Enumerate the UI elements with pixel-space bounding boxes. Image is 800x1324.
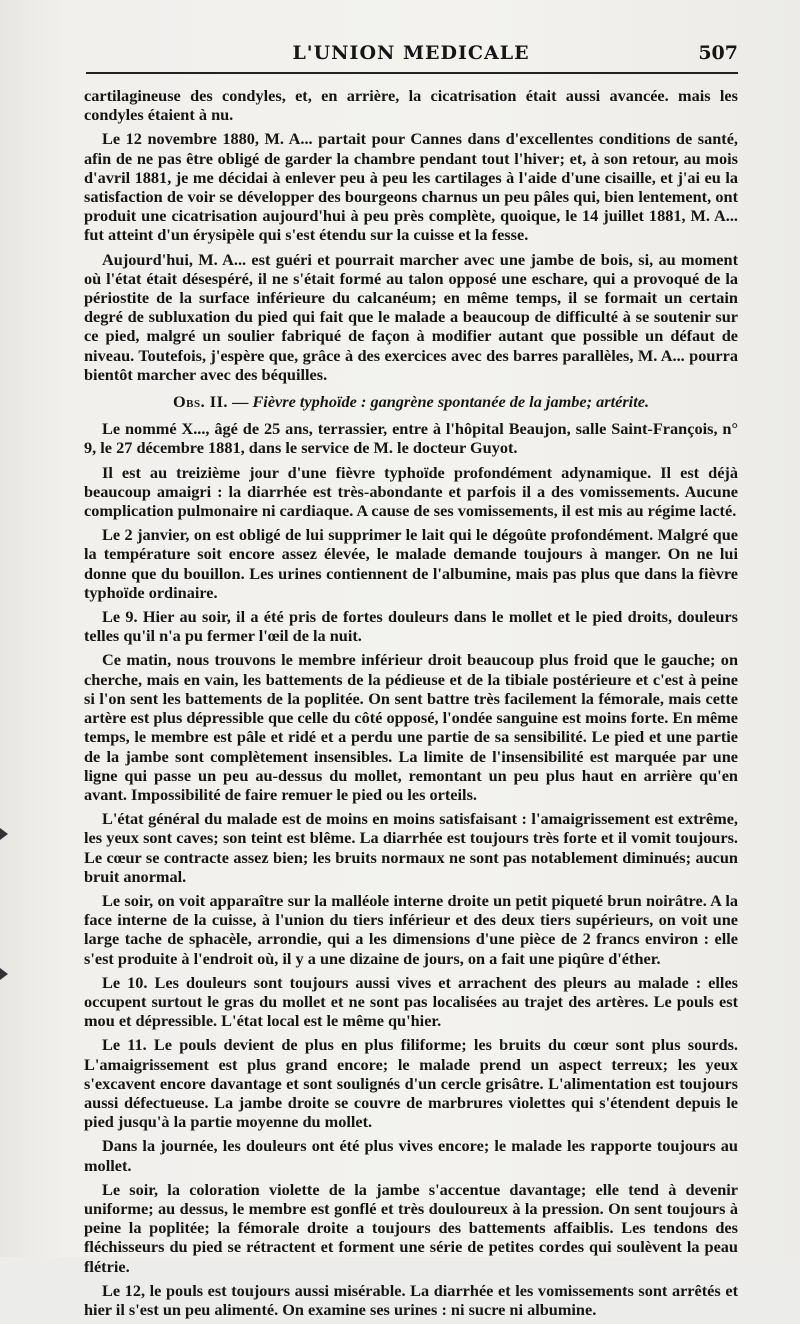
paragraph: Ce matin, nous trouvons le membre inférieur droit beaucoup plus froid que le gauche; on cherche, mais en vain, les battements de la pédieuse et de la tibiale postérieure et c'est à peine si l'on sent les battements de la poplitée. On sent battre très facilement la fémorale, mais cette artère est plus dépressible que celle du côté opposé, l'ondée sanguine est moins forte. En même temps, le membre est pâle et ridé et a perdu une partie de sa sensibilité. Le pied et une partie de la jambe sont complètement insensibles. La limite de l'insensibilité est marquée par une ligne qui passe un peu au-dessus du mollet, remontant un peu plus haut en arrière qu'en avant. Impossibilité de faire remuer le pied ou les orteils.: [84, 650, 738, 804]
paragraph: Le 11. Le pouls devient de plus en plus filiforme; les bruits du cœur sont plus sourds. L'amaigrissement est plus grand encore; le malade prend un aspect terreux; les yeux s'excavent encore davantage et sont soulignés d'un cercle grisâtre. L'alimentation est toujours aussi défectueuse. La jambe droite se couvre de marbrures violettes qui s'étendent depuis le pied jusqu'à la partie moyenne du mollet.: [84, 1035, 738, 1132]
observation-title: Fièvre typhoïde : gangrène spontanée de la jambe; artérite.: [252, 392, 650, 412]
margin-arrow-icon: [0, 968, 8, 980]
paragraph: Le 9. Hier au soir, il a été pris de fortes douleurs dans le mollet et le pied droits, douleurs telles qu'il n'a pu fermer l'œil de la nuit.: [84, 607, 738, 646]
paragraph: Le 12, le pouls est toujours aussi misérable. La diarrhée et les vomissements sont arrêtés et hier il s'est un peu alimenté. On examine ses urines : ni sucre ni albumine.: [84, 1280, 738, 1319]
paragraph: Le 10. Les douleurs sont toujours aussi vives et arrachent des pleurs au malade : elles occupent surtout le gras du mollet et ne sont pas localisées au trajet des artères. Le pouls est mou et dépressible. L'état local est le même qu'hier.: [84, 972, 738, 1031]
page-number: 507: [698, 42, 738, 64]
paragraph: Il est au treizième jour d'une fièvre typhoïde profondément adynamique. Il est déjà beaucoup amaigri : la diarrhée est très-abondante et parfois il a des vomissements. Aucune complication pulmonaire ni cardiaque. A cause de ses vomissements, il est mis au régime lacté.: [84, 462, 738, 521]
body-text: [84, 86, 738, 1324]
paragraph: cartilagineuse des condyles, et, en arrière, la cicatrisation était aussi avancée. mais les condyles étaient à nu.: [84, 86, 738, 125]
paragraph: Le 12 novembre 1880, M. A... partait pour Cannes dans d'excellentes conditions de santé, afin de ne pas être obligé de garder la chambre pendant tout l'hiver; et, à son retour, au mois d'avril 1881, je me décidai à enlever peu à peu les cartilages à l'aide d'une cisaille, et j'ai eu la satisfaction de voir se développer des bourgeons charnus un peu pâles qui, bien lentement, ont produit une cicatrisation aujourd'hui à peu près complète, quoique, le 14 juillet 1881, M. A... fut atteint d'un érysipèle qui s'est étendu sur la cuisse et la fesse.: [84, 129, 738, 245]
paragraph: Aujourd'hui, M. A... est guéri et pourrait marcher avec une jambe de bois, si, au moment où l'état était désespéré, il ne s'était formé au talon opposé une eschare, qui a provoqué de la périostite de la surface inférieure du calcanéum; en même temps, il se formait un certain degré de subluxation du pied qui fait que le malade a beaucoup de difficulté à se soutenir sur ce pied, malgré un soulier fabriqué de façon à modifier autant que possible un défaut de niveau. Toutefois, j'espère que, grâce à des exercices avec des barres parallèles, M. A... pourra bientôt marcher avec des béquilles.: [84, 249, 738, 384]
page-header: [84, 36, 738, 76]
margin-arrow-icon: [0, 828, 8, 840]
paragraph: Le soir, on voit apparaître sur la malléole interne droite un petit piqueté brun noirâtre. A la face interne de la cuisse, à l'union du tiers inférieur et des deux tiers supérieurs, on voit une large tache de sphacèle, arrondie, qui a les dimensions d'une pièce de 2 francs environ : elle s'est produite à l'endroit où, il y a une dizaine de jours, on a fait une piqûre d'éther.: [84, 890, 738, 968]
running-title: L'UNION MEDICALE: [292, 42, 530, 64]
paragraph: Dans la journée, les douleurs ont été plus vives encore; le malade les rapporte toujours au mollet.: [84, 1136, 738, 1175]
paragraph: Le 2 janvier, on est obligé de lui supprimer le lait qui le dégoûte profondément. Malgré que la température soit encore assez élevée, le malade demande toujours à manger. On ne lui donne que du bouillon. Les urines contiennent de l'albumine, mais pas plus que dans la fièvre typhoïde ordinaire.: [84, 525, 738, 602]
observation-heading: [84, 392, 738, 411]
observation-label: Obs. II.: [172, 392, 228, 412]
paragraph: Le nommé X..., âgé de 25 ans, terrassier, entre à l'hôpital Beaujon, salle Saint-François, n° 9, le 27 décembre 1881, dans le service de M. le docteur Guyot.: [84, 419, 738, 458]
observation-dash: —: [232, 392, 249, 412]
paragraph: L'état général du malade est de moins en moins satisfaisant : l'amaigrissement est extrême, les yeux sont caves; son teint est blême. La diarrhée est toujours très forte et il vomit toujours. Le cœur se contracte assez bien; les bruits normaux ne sont pas notablement diminués; aucun bruit anormal.: [84, 809, 738, 886]
header-rule: [86, 72, 738, 74]
paragraph: Le soir, la coloration violette de la jambe s'accentue davantage; elle tend à devenir uniforme; au dessus, le membre est gonflé et très douloureux à la pression. On sent toujours à peine la poplitée; la fémorale droite a toujours des battements affaiblis. Les tendons des fléchisseurs du pied se rétractent et forment une série de petites cordes qui soulèvent la peau flétrie.: [84, 1179, 738, 1276]
